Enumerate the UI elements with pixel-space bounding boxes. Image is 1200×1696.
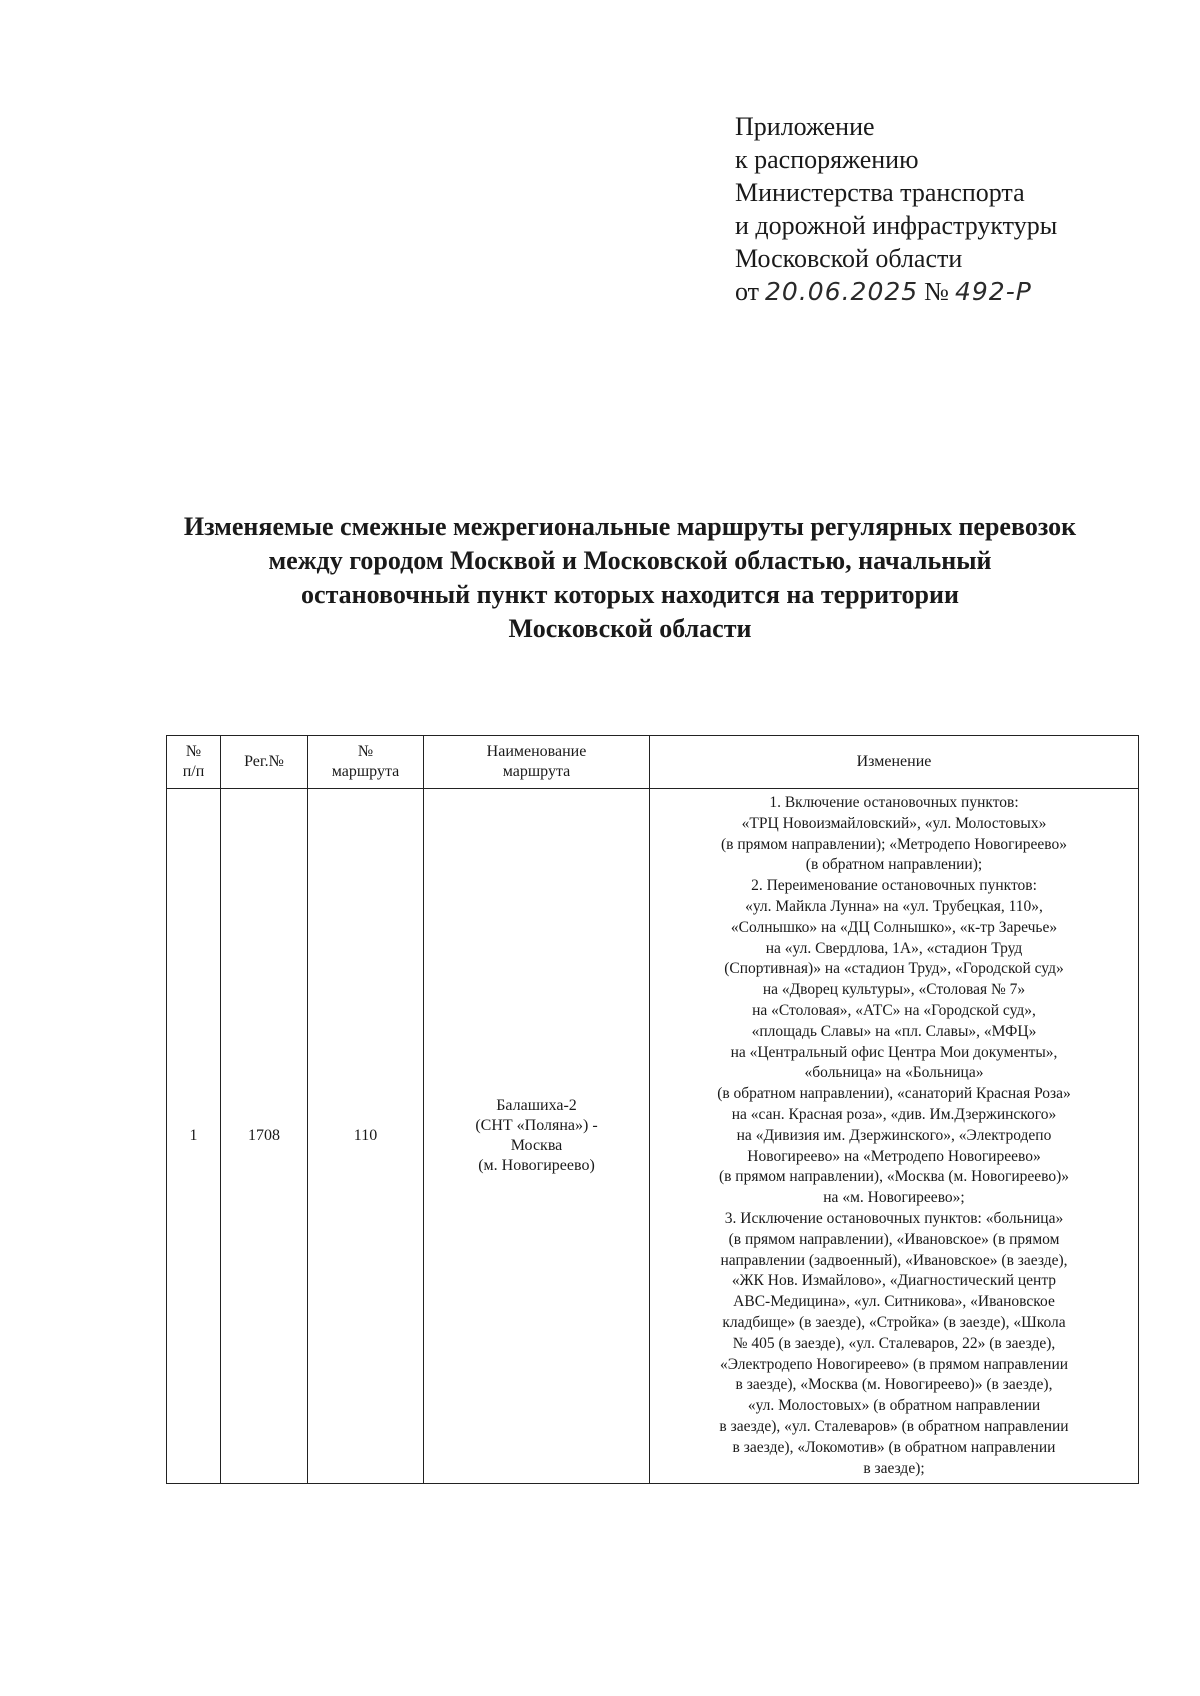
header-change: Изменение — [650, 736, 1139, 789]
appendix-line: Министерства транспорта — [735, 178, 1025, 207]
cell-change: 1. Включение остановочных пунктов: «ТРЦ Новоизмайловский», «ул. Молостовых» (в прямом направлении); «Метродепо Новогиреево» (в обратном направлении); 2. Переименование остановочных пунктов: «ул. Майкла Лунна» на «ул. Трубецкая, 110», «Солнышко» на «ДЦ Солнышко», «к-тр Заречье» на «ул. Свердлова, 1А», «стадион Труд (Спортивная)» на «стадион Труд», «Городской суд» на «Дворец культуры», «Столовая № 7» на «Столовая», «АТС» на «Городской суд», «площадь Славы» на «пл. Славы», «МФЦ» на «Центральный офис Центра Мои документы», «больница» на «Больница» (в обратном направлении), «санаторий Красная Роза» на «сан. Красная роза», «див. Им.Дзержинского» на «Дивизия им. Дзержинского», «Электродепо Новогиреево» на «Метродепо Новогиреево» (в прямом направлении), «Москва (м. Новогиреево)» на «м. Новогиреево»; 3. Исключение остановочных пунктов: «больница» (в прямом направлении), «Ивановское» (в прямом направлении (задвоенный), «Ивановское» (в заезде), «ЖК Нов. Измайлово», «Диагностический центр АВС-Медицина», «ул. Ситникова», «Ивановское кладбище» (в заезде), «Стройка» (в заезде), «Школа № 405 (в заезде), «ул. Сталеваров, 22» (в заезде), «Электродепо Новогиреево» (в прямом направлении в заезде), «Москва (м. Новогиреево)» (в заезде), «ул. Молостовых» (в обратном направлении в заезде), «ул. Сталеваров» (в обратном направлении в заезде), «Локомотив» (в обратном направлении в заезде); — [650, 789, 1139, 1484]
appendix-line: и дорожной инфраструктуры — [735, 211, 1058, 240]
title-line: Московской области — [508, 614, 752, 643]
document-title — [130, 510, 1130, 646]
handwritten-number: 492-Р — [954, 277, 1032, 306]
cell-route-name: Балашиха-2 (СНТ «Поляна») - Москва (м. Новогиреево) — [424, 789, 650, 1484]
date-prefix: от — [735, 277, 760, 306]
cell-num: 1 — [167, 789, 221, 1484]
routes-table — [166, 735, 1139, 1484]
header-route-no: № маршрута — [308, 736, 424, 789]
cell-route-no: 110 — [308, 789, 424, 1484]
number-prefix: № — [924, 277, 949, 306]
table-row — [167, 789, 1139, 1484]
appendix-date-line — [735, 275, 1057, 308]
title-line: остановочный пункт которых находится на территории — [301, 580, 959, 609]
header-reg: Рег.№ — [221, 736, 308, 789]
header-num: № п/п — [167, 736, 221, 789]
title-line: Изменяемые смежные межрегиональные маршруты регулярных перевозок — [183, 512, 1077, 541]
appendix-line: Приложение — [735, 112, 875, 141]
appendix-line: к распоряжению — [735, 145, 919, 174]
table-header-row — [167, 736, 1139, 789]
appendix-block — [735, 110, 1057, 308]
title-line: между городом Москвой и Московской областью, начальный — [268, 546, 992, 575]
appendix-line: Московской области — [735, 244, 963, 273]
handwritten-date: 20.06.2025 — [765, 277, 919, 306]
header-name: Наименование маршрута — [424, 736, 650, 789]
cell-reg: 1708 — [221, 789, 308, 1484]
